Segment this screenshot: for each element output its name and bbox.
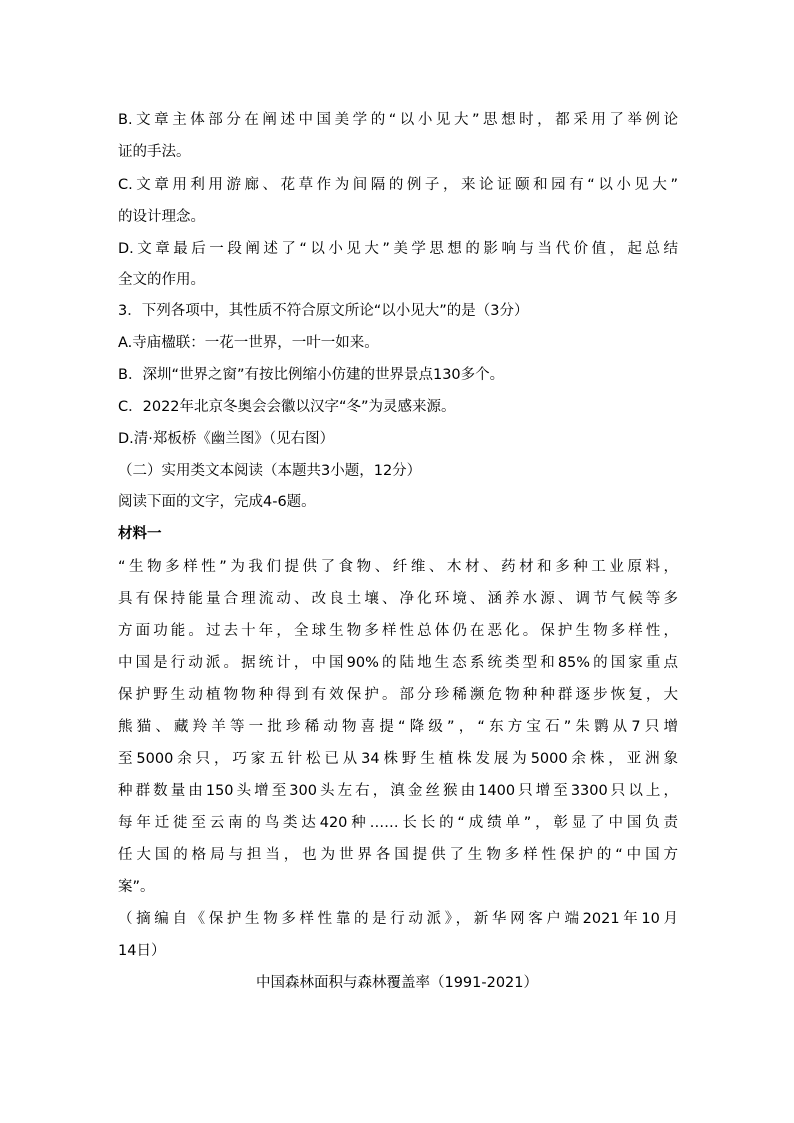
paragraph-line-3: 方面功能。过去十年，全球生物多样性总体仍在恶化。保护生物多样性， bbox=[118, 623, 678, 639]
paragraph-line-1: “生物多样性”为我们提供了食物、纤维、木材、药材和多种工业原料， bbox=[118, 559, 678, 575]
q3-option-c: C．2022年北京冬奥会会徽以汉字“冬”为灵感来源。 bbox=[118, 399, 456, 415]
option-c-line-1: C.文章用利用游廊、花草作为间隔的例子，来论证颐和园有“以小见大” bbox=[118, 177, 678, 193]
q3-option-d: D.清·郑板桥《幽兰图》（见右图） bbox=[118, 431, 335, 447]
chart-caption: 中国森林面积与森林覆盖率（1991-2021） bbox=[255, 975, 539, 991]
paragraph-line-11: 案”。 bbox=[118, 879, 155, 895]
option-b-line-1: B.文章主体部分在阐述中国美学的“以小见大”思想时，都采用了举例论 bbox=[118, 112, 678, 128]
paragraph-line-6: 熊猫、藏羚羊等一批珍稀动物喜提“降级”，“东方宝石”朱鹮从7只增 bbox=[118, 719, 678, 735]
reading-instruction: 阅读下面的文字，完成4-6题。 bbox=[118, 494, 316, 510]
material-one-title: 材料一 bbox=[118, 526, 162, 542]
paragraph-line-4: 中国是行动派。据统计，中国90%的陆地生态系统类型和85%的国家重点 bbox=[118, 655, 678, 671]
option-c-line-2: 的设计理念。 bbox=[118, 209, 205, 225]
question-3: 3．下列各项中，其性质不符合原文所论“以小见大”的是（3分） bbox=[118, 303, 529, 319]
source-line-2: 14日） bbox=[118, 943, 166, 959]
q3-option-a: A.寺庙楹联：一花一世界，一叶一如来。 bbox=[118, 335, 379, 351]
paragraph-line-9: 每年迁徙至云南的鸟类达420种……长长的“成绩单”，彰显了中国负责 bbox=[118, 815, 678, 831]
source-line-1: （摘编自《保护生物多样性靠的是行动派》，新华网客户端2021年10月 bbox=[118, 911, 678, 927]
paragraph-line-2: 具有保持能量合理流动、改良土壤、净化环境、涵养水源、调节气候等多 bbox=[118, 591, 678, 607]
paragraph-line-7: 至5000余只，巧家五针松已从34株野生植株发展为5000余株，亚洲象 bbox=[118, 751, 678, 767]
option-d-line-1: D.文章最后一段阐述了“以小见大”美学思想的影响与当代价值，起总结 bbox=[118, 241, 678, 257]
q3-option-b: B．深圳“世界之窗”有按比例缩小仿建的世界景点130多个。 bbox=[118, 367, 505, 383]
paragraph-line-8: 种群数量由150头增至300头左右，滇金丝猴由1400只增至3300只以上， bbox=[118, 783, 678, 799]
section-heading: （二）实用类文本阅读（本题共3小题，12分） bbox=[118, 463, 422, 479]
option-d-line-2: 全文的作用。 bbox=[118, 272, 205, 288]
paragraph-line-5: 保护野生动植物物种得到有效保护。部分珍稀濒危物种种群逐步恢复，大 bbox=[118, 687, 678, 703]
paragraph-line-10: 任大国的格局与担当，也为世界各国提供了生物多样性保护的“中国方 bbox=[118, 847, 678, 863]
option-b-line-2: 证的手法。 bbox=[118, 144, 191, 160]
